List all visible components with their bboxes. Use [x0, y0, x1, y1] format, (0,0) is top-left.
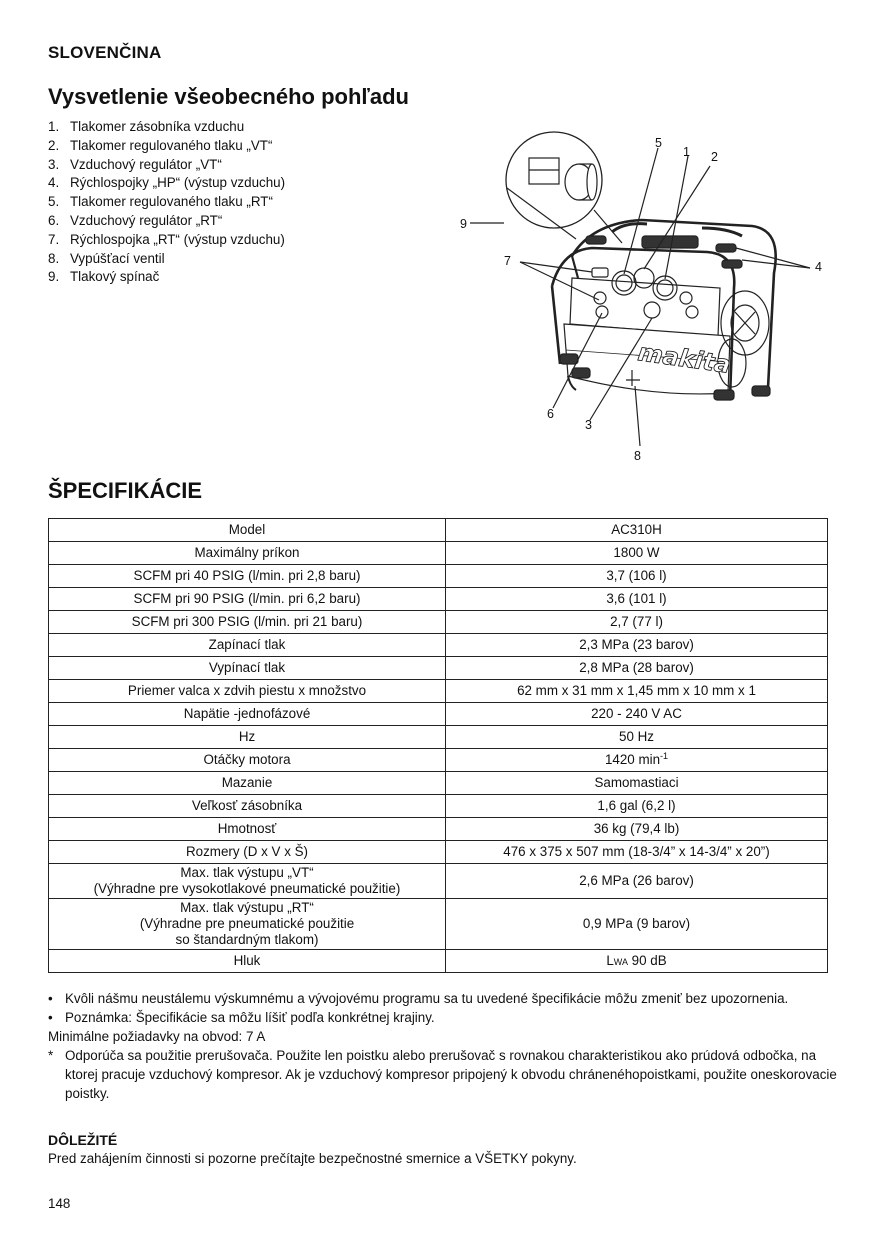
important-heading: DÔLEŽITÉ: [48, 1132, 118, 1148]
item-label: Tlakový spínač: [70, 269, 160, 285]
callout-3: 3: [585, 418, 592, 432]
table-row: [49, 588, 828, 611]
spec-value: [446, 950, 828, 973]
table-row: [49, 864, 828, 899]
table-row: [49, 519, 828, 542]
callout-6: 6: [547, 407, 554, 421]
table-row: [49, 772, 828, 795]
spec-value: 3,7 (106 l): [446, 565, 828, 588]
table-row: [49, 542, 828, 565]
list-item: [48, 137, 285, 156]
spec-value: Samomastiaci: [446, 772, 828, 795]
parts-list: [48, 118, 285, 287]
callout-2: 2: [711, 150, 718, 164]
item-number: 5.: [48, 194, 60, 210]
specifications-table: [48, 518, 828, 973]
spec-value: 1800 W: [446, 542, 828, 565]
spec-label: SCFM pri 40 PSIG (l/min. pri 2,8 baru): [49, 565, 446, 588]
table-row: [49, 565, 828, 588]
list-item: [48, 174, 285, 193]
spec-label: SCFM pri 300 PSIG (l/min. pri 21 baru): [49, 611, 446, 634]
spec-value: 3,6 (101 l): [446, 588, 828, 611]
spec-value: AC310H: [446, 519, 828, 542]
spec-value: 50 Hz: [446, 726, 828, 749]
note-text: Kvôli nášmu neustálemu výskumnému a vývojovému programu sa tu uvedené špecifikácie môžu zmeniť bez upozornenia.: [65, 991, 789, 1006]
item-label: Tlakomer zásobníka vzduchu: [70, 119, 245, 134]
language-heading: SLOVENČINA: [48, 43, 162, 62]
spec-label: SCFM pri 90 PSIG (l/min. pri 6,2 baru): [49, 588, 446, 611]
spec-notes: [48, 989, 838, 1103]
callout-8: 8: [634, 449, 641, 463]
note-item: [48, 1046, 838, 1103]
list-item: [48, 118, 285, 137]
item-number: 4.: [48, 175, 60, 191]
page-number: 148: [48, 1196, 71, 1211]
overview-title: Vysvetlenie všeobecného pohľadu: [48, 84, 409, 109]
list-item: [48, 250, 285, 269]
item-number: 6.: [48, 212, 60, 228]
spec-label-line: Max. tlak výstupu „VT“: [180, 865, 314, 880]
spec-label: Zapínací tlak: [49, 634, 446, 657]
callout-4: 4: [815, 260, 822, 274]
list-item: [48, 268, 285, 287]
spec-value: 0,9 MPa (9 barov): [446, 899, 828, 950]
spec-label-line: (Výhradne pre vysokotlakové pneumatické použitie): [93, 881, 401, 896]
note-text: Odporúča sa použitie prerušovača. Použite len poistku alebo prerušovač s rovnakou charakteristikou ako prúdová odbočka, na ktorej pracuje vzduchový kompresor. Ak je vzduchový kompresor pripojený k obvodu chránenéhopoistkami, použite oneskorovacie poistky.: [65, 1048, 837, 1101]
table-row: [49, 634, 828, 657]
gauge-rt: [634, 268, 654, 288]
callout-7: 7: [504, 254, 511, 268]
item-number: 3.: [48, 156, 60, 172]
note-item: [48, 989, 838, 1008]
item-label: Vypúšťací ventil: [70, 250, 165, 266]
item-number: 2.: [48, 137, 60, 153]
list-item: [48, 212, 285, 231]
spec-value: 36 kg (79,4 lb): [446, 818, 828, 841]
spec-label: Maximálny príkon: [49, 542, 446, 565]
spec-label: [49, 864, 446, 899]
item-number: 1.: [48, 119, 60, 134]
callout-9: 9: [460, 217, 467, 231]
note-item: [48, 1008, 838, 1027]
table-row: [49, 795, 828, 818]
item-label: Vzduchový regulátor „RT“: [70, 212, 223, 228]
compressor-illustration: [452, 128, 832, 468]
item-label: Tlakomer regulovaného tlaku „RT“: [70, 194, 273, 210]
table-row: [49, 841, 828, 864]
table-row: [49, 899, 828, 950]
spec-label: Rozmery (D x V x Š): [49, 841, 446, 864]
table-row: [49, 950, 828, 973]
spec-value: 2,3 MPa (23 barov): [446, 634, 828, 657]
spec-label: Priemer valca x zdvih piestu x množstvo: [49, 680, 446, 703]
circuit-requirement: Minimálne požiadavky na obvod: 7 A: [48, 1029, 266, 1044]
spec-label: Otáčky motora: [49, 749, 446, 772]
spec-label-line: so štandardným tlakom): [175, 932, 319, 947]
spec-label: Vypínací tlak: [49, 657, 446, 680]
bullet-mark: •: [48, 1010, 53, 1025]
spec-label: [49, 899, 446, 950]
spec-value: 2,7 (77 l): [446, 611, 828, 634]
spec-label: Hluk: [49, 950, 446, 973]
motor-speed-exponent: -1: [660, 751, 669, 761]
item-label: Tlakomer regulovaného tlaku „VT“: [70, 137, 273, 153]
table-row: [49, 749, 828, 772]
spec-label-line: (Výhradne pre pneumatické použitie: [139, 916, 355, 931]
asterisk-mark: *: [48, 1048, 54, 1063]
list-item: [48, 156, 285, 175]
spec-label: Hz: [49, 726, 446, 749]
item-label: Vzduchový regulátor „VT“: [70, 156, 222, 172]
item-number: 8.: [48, 250, 60, 266]
item-label: Rýchlospojka „RT“ (výstup vzduchu): [70, 231, 285, 247]
noise-subscript: WA: [613, 956, 628, 967]
table-row: [49, 680, 828, 703]
noise-symbol: L: [606, 952, 614, 968]
specifications-title: ŠPECIFIKÁCIE: [48, 478, 203, 503]
list-item: [48, 193, 285, 212]
table-row: [49, 657, 828, 680]
spec-value: 2,6 MPa (26 barov): [446, 864, 828, 899]
table-row: [49, 818, 828, 841]
callout-1: 1: [683, 145, 690, 159]
spec-value: 2,8 MPa (28 barov): [446, 657, 828, 680]
spec-value: 62 mm x 31 mm x 1,45 mm x 10 mm x 1: [446, 680, 828, 703]
item-number: 7.: [48, 231, 60, 247]
table-row: [49, 611, 828, 634]
spec-value: 476 x 375 x 507 mm (18-3/4” x 14-3/4” x 20”): [446, 841, 828, 864]
spec-label: Napätie -jednofázové: [49, 703, 446, 726]
spec-label: Mazanie: [49, 772, 446, 795]
spec-value: 220 - 240 V AC: [446, 703, 828, 726]
spec-label: Model: [49, 519, 446, 542]
spec-value: 1,6 gal (6,2 l): [446, 795, 828, 818]
spec-label: Hmotnosť: [49, 818, 446, 841]
item-number: 9.: [48, 269, 60, 285]
bullet-mark: •: [48, 991, 53, 1006]
spec-value: [446, 749, 828, 772]
brand-logo: makita: [636, 338, 733, 379]
important-text: Pred zahájením činnosti si pozorne prečítajte bezpečnostné smernice a VŠETKY pokyny.: [48, 1151, 577, 1166]
spec-label: Veľkosť zásobníka: [49, 795, 446, 818]
list-item: [48, 231, 285, 250]
table-row: [49, 703, 828, 726]
spec-label-line: Max. tlak výstupu „RT“: [180, 900, 314, 915]
item-label: Rýchlospojky „HP“ (výstup vzduchu): [70, 175, 286, 191]
noise-value: 90 dB: [627, 952, 667, 968]
motor-speed-value: 1420 min: [604, 752, 661, 767]
note-text: Poznámka: Špecifikácie sa môžu líšiť podľa konkrétnej krajiny.: [65, 1010, 435, 1025]
table-row: [49, 726, 828, 749]
callout-5: 5: [655, 136, 662, 150]
